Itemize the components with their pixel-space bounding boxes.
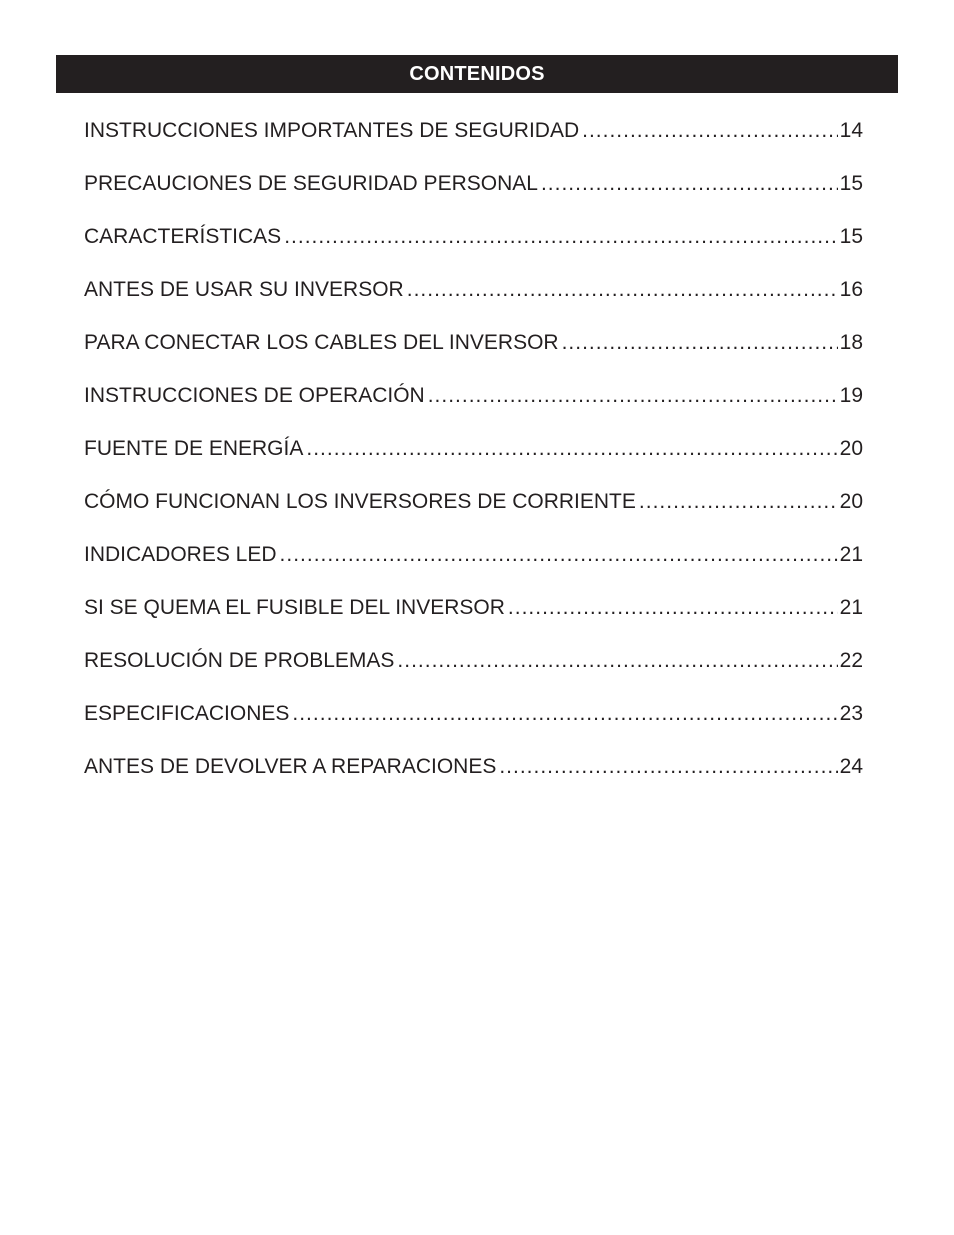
dot-leader bbox=[499, 749, 837, 785]
toc-entry-page: 16 bbox=[839, 278, 863, 301]
toc-entry-title: INSTRUCCIONES DE OPERACIÓN bbox=[84, 378, 428, 414]
dot-leader bbox=[639, 484, 838, 520]
toc-entry-title: PARA CONECTAR LOS CABLES DEL INVERSOR bbox=[84, 325, 562, 361]
toc-entry-title: ANTES DE USAR SU INVERSOR bbox=[84, 272, 407, 308]
dot-leader bbox=[582, 113, 838, 149]
toc-entry-title: PRECAUCIONES DE SEGURIDAD PERSONAL bbox=[84, 166, 541, 202]
dot-leader bbox=[428, 378, 838, 414]
toc-entry bbox=[84, 378, 863, 431]
table-of-contents bbox=[84, 113, 863, 802]
dot-leader bbox=[306, 431, 837, 467]
toc-entry bbox=[84, 431, 863, 484]
dot-leader bbox=[541, 166, 838, 202]
toc-entry-page: 19 bbox=[839, 384, 863, 407]
toc-entry bbox=[84, 643, 863, 696]
toc-entry bbox=[84, 325, 863, 378]
toc-entry-title: ESPECIFICACIONES bbox=[84, 696, 292, 732]
toc-entry-page: 15 bbox=[839, 172, 863, 195]
toc-entry-title: FUENTE DE ENERGÍA bbox=[84, 431, 306, 467]
dot-leader bbox=[292, 696, 837, 732]
toc-entry-page: 22 bbox=[839, 649, 863, 672]
toc-entry bbox=[84, 484, 863, 537]
toc-entry-title: INSTRUCCIONES IMPORTANTES DE SEGURIDAD bbox=[84, 113, 582, 149]
dot-leader bbox=[397, 643, 837, 679]
toc-entry bbox=[84, 749, 863, 802]
toc-entry-title: SI SE QUEMA EL FUSIBLE DEL INVERSOR bbox=[84, 590, 508, 626]
toc-entry-page: 14 bbox=[839, 119, 863, 142]
toc-entry-title: RESOLUCIÓN DE PROBLEMAS bbox=[84, 643, 397, 679]
toc-entry-page: 15 bbox=[839, 225, 863, 248]
toc-entry bbox=[84, 272, 863, 325]
toc-entry-page: 21 bbox=[839, 596, 863, 619]
toc-entry-page: 23 bbox=[839, 702, 863, 725]
toc-entry bbox=[84, 696, 863, 749]
toc-entry bbox=[84, 537, 863, 590]
toc-entry-page: 21 bbox=[839, 543, 863, 566]
toc-entry-title: INDICADORES LED bbox=[84, 537, 280, 573]
dot-leader bbox=[562, 325, 838, 361]
dot-leader bbox=[284, 219, 837, 255]
toc-entry bbox=[84, 166, 863, 219]
toc-entry bbox=[84, 113, 863, 166]
toc-entry-title: CARACTERÍSTICAS bbox=[84, 219, 284, 255]
contents-header: CONTENIDOS bbox=[56, 55, 898, 93]
dot-leader bbox=[407, 272, 838, 308]
toc-entry-page: 20 bbox=[839, 437, 863, 460]
toc-entry-title: CÓMO FUNCIONAN LOS INVERSORES DE CORRIENTE bbox=[84, 484, 639, 520]
dot-leader bbox=[508, 590, 838, 626]
toc-entry-page: 20 bbox=[839, 490, 863, 513]
toc-entry bbox=[84, 590, 863, 643]
dot-leader bbox=[280, 537, 838, 573]
toc-entry-page: 18 bbox=[839, 331, 863, 354]
toc-entry bbox=[84, 219, 863, 272]
toc-entry-title: ANTES DE DEVOLVER A REPARACIONES bbox=[84, 749, 499, 785]
toc-entry-page: 24 bbox=[839, 755, 863, 778]
